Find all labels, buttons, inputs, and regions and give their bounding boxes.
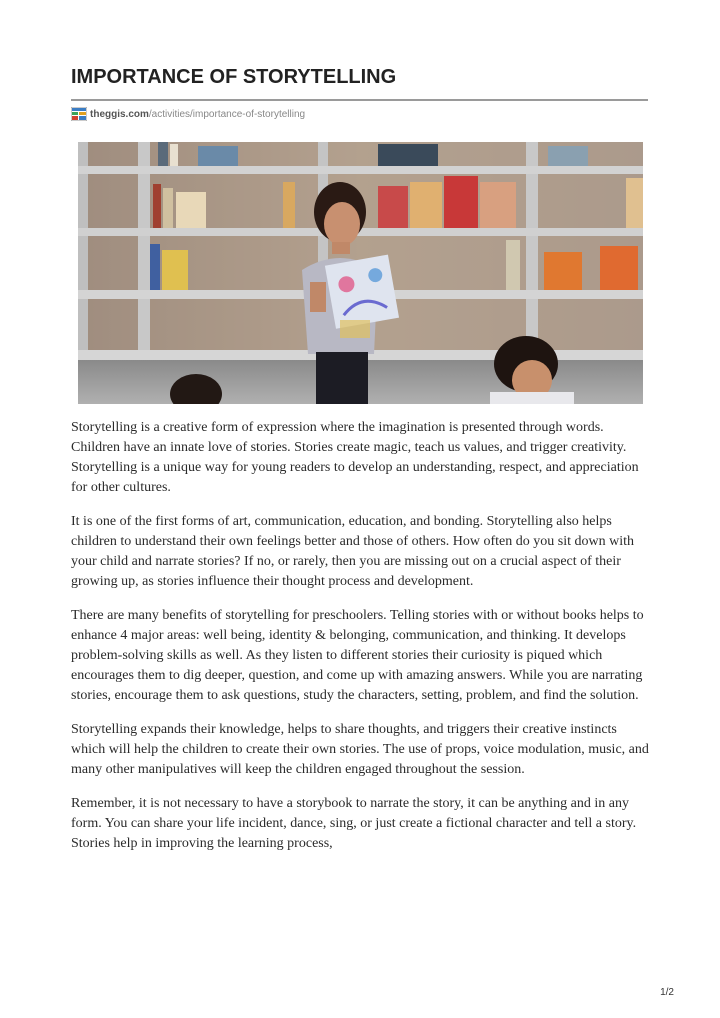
page-number: 1/2	[660, 987, 674, 998]
paragraph: Storytelling is a creative form of expression where the imagination is presented through words. Children have an innate love of stories. Stories create magic, teach us values, and trigger creativity. Storytelling is a unique way for young readers to develop an understanding, respect, and appreciation for other cultures.	[71, 420, 639, 495]
source-domain[interactable]: theggis.com	[90, 108, 149, 120]
paragraph: It is one of the first forms of art, communication, education, and bonding. Storytelling also helps children to understand their own feelings better and those of others. How often do you sit down with your child and narrate stories? If no, or rarely, then you are missing out on a crucial aspect of their growing up, as stories influence their thought process and development.	[71, 514, 634, 589]
source-link[interactable]	[71, 106, 305, 122]
source-path[interactable]: /activities/importance-of-storytelling	[148, 108, 306, 120]
paragraph: There are many benefits of storytelling for preschoolers. Telling stories with or without books helps to enhance 4 major areas: well being, identity & belonging, communication, and thinking. It develops problem-solving skills as well. As they listen to different stories their curiosity is piqued which encourages them to dig deeper, question, and come up with amazing answers. While you are narrating stories, encourage them to ask questions, study the characters, setting, problem, and find the solution.	[71, 608, 644, 703]
paragraph: Remember, it is not necessary to have a storybook to narrate the story, it can be anything and in any form. You can share your life incident, dance, sing, or just create a fictional character and tell a story. Stories help in improving the learning process,	[71, 796, 637, 851]
paragraph: Storytelling expands their knowledge, helps to share thoughts, and triggers their creative instincts which will help the children to create their own stories. The use of props, voice modulation, music, and many other manipulatives will keep the children engaged throughout the session.	[71, 722, 649, 777]
site-favicon-icon	[71, 107, 87, 121]
article-body	[71, 418, 651, 868]
title-divider	[71, 99, 648, 101]
page-title: IMPORTANCE OF STORYTELLING	[71, 66, 397, 88]
storytelling-photo	[78, 142, 643, 404]
